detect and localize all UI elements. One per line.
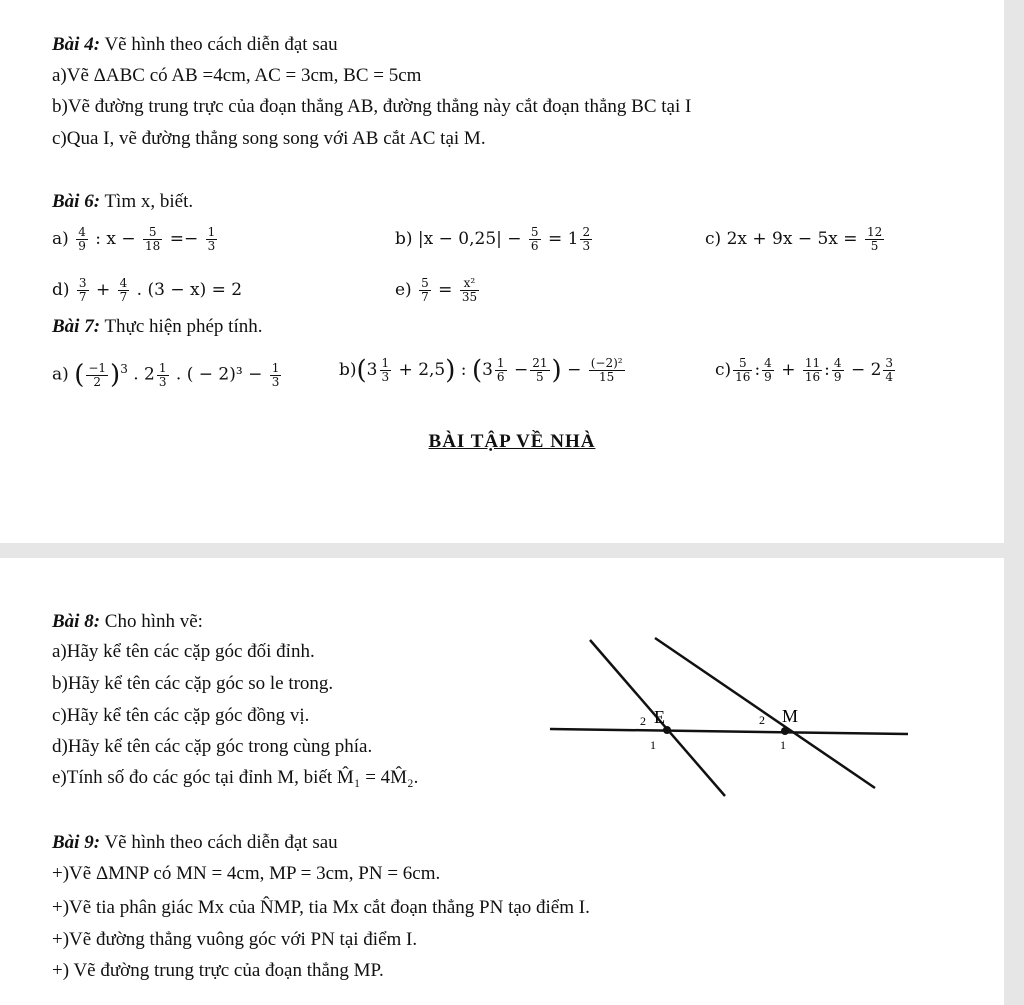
bai8-a: a)Hãy kể tên các cặp góc đối đỉnh.	[52, 641, 315, 662]
fraction: $\frac{2}{3}$	[582, 225, 591, 253]
bai6-a: a) $\frac{4}{9}$ : x − $\frac{5}{18}$ =− $\frac{1}{3}$	[52, 225, 216, 253]
bai8-title: Bài 8:	[52, 611, 101, 632]
bai7-c: c) $\frac{5}{16}$ : $\frac{4}{9}$ + $\frac{11}{16}$ : $\frac{4}{9}$ − 2 $\frac{3}{4}$	[715, 356, 894, 384]
parallel-line-2	[655, 638, 875, 788]
bai8-e: e)Tính số đo các góc tại đỉnh M, biết M̂₁ = 4M̂₂.	[52, 767, 419, 788]
bai7-a-label: a)	[52, 364, 69, 385]
bai6-title: Bài 6:	[52, 191, 101, 212]
bai8-heading	[52, 610, 203, 634]
fraction: $\frac{5}{18}$	[145, 225, 161, 253]
bai9-line-4: +) Vẽ đường trung trực của đoạn thẳng MP.	[52, 960, 384, 981]
fraction: $\frac{3}{4}$	[885, 356, 894, 384]
point-m	[781, 727, 789, 735]
fraction: $\frac{1}{3}$	[158, 360, 167, 389]
angle-e1: 1	[650, 738, 656, 752]
bai7-c-label: c)	[715, 360, 732, 380]
bai4-title: Bài 4:	[52, 34, 101, 55]
bai6-heading	[52, 190, 193, 214]
bai4-heading	[52, 33, 338, 57]
fraction: $\frac{1}{6}$	[496, 356, 505, 384]
bai8-d: d)Hãy kể tên các cặp góc trong cùng phía.	[52, 736, 373, 757]
fraction: $\frac{5}{6}$	[530, 225, 539, 253]
fraction: $\frac{\text{(−2)²}}{15}$	[590, 356, 623, 384]
fraction: $\frac{5}{7}$	[421, 276, 429, 304]
bai8-intro: Cho hình vẽ:	[104, 611, 203, 632]
bai7-b-label: b)	[339, 360, 357, 380]
fraction: $\frac{1}{3}$	[207, 225, 216, 253]
bai6-a-label: a)	[52, 229, 69, 249]
fraction: $\frac{-1}{2}$	[88, 360, 107, 389]
bai8-b: b)Hãy kể tên các cặp góc so le trong.	[52, 673, 334, 694]
fraction: $\frac{1}{3}$	[381, 356, 390, 384]
fraction: $\frac{4}{9}$	[833, 356, 842, 384]
bai4-b: b)Vẽ đường trung trực của đoạn thẳng AB, đường thẳng này cắt đoạn thẳng BC tại I	[52, 96, 692, 117]
bai7-a: a) ( $\frac{-1}{2}$ )$^3$ . 2 $\frac{1}{3}$ . ( − 2)³ − $\frac{1}{3}$	[52, 360, 280, 391]
page-2	[0, 558, 1004, 1005]
bai6-d-label: d)	[52, 280, 70, 300]
angle-m2: 2	[759, 713, 765, 727]
fraction: $\frac{12}{5}$	[866, 225, 883, 253]
bai7-intro: Thực hiện phép tính.	[104, 316, 263, 337]
bai6-intro: Tìm x, biết.	[104, 191, 194, 212]
bai6-c: c) 2x + 9x − 5x = $\frac{12}{5}$	[705, 225, 883, 253]
bai6-e-label: e)	[395, 280, 412, 300]
bai6-e: e) $\frac{5}{7}$ = $\frac{\text{x²}}{35}$	[395, 276, 478, 304]
fraction: $\frac{4}{9}$	[78, 225, 86, 253]
fraction: $\frac{3}{7}$	[78, 276, 87, 304]
angle-m1: 1	[780, 738, 786, 752]
fraction: $\frac{1}{3}$	[271, 360, 280, 389]
fraction: $\frac{\text{x²}}{35}$	[461, 276, 478, 304]
bai6-b-label: b)	[395, 229, 413, 249]
bai4-intro: Vẽ hình theo cách diễn đạt sau	[104, 34, 338, 55]
bai7-heading	[52, 315, 263, 339]
bai4-c: c)Qua I, vẽ đường thẳng song song với AB cắt AC tại M.	[52, 128, 486, 149]
bai9-intro: Vẽ hình theo cách diễn đạt sau	[104, 832, 338, 853]
label-e: E	[654, 707, 665, 727]
bai7-b: b)(3 $\frac{1}{3}$ + 2,5) : (3 $\frac{1}{6}$ − $\frac{21}{5}$ ) − $\frac{\text{(−2)²}}{15}$	[339, 355, 623, 386]
angle-e2: 2	[640, 714, 646, 728]
bai9-heading	[52, 831, 338, 855]
bai9-line-3: +)Vẽ đường thẳng vuông góc với PN tại điểm I.	[52, 929, 418, 950]
bai7-title: Bài 7:	[52, 316, 101, 337]
fraction: $\frac{5}{16}$	[735, 356, 751, 384]
bai6-b: b) |x − 0,25| − $\frac{5}{6}$ = 1 $\frac{2}{3}$	[395, 225, 591, 253]
bai6-d: d) $\frac{3}{7}$ + $\frac{4}{7}$ . (3 − x) = 2	[52, 276, 243, 304]
fraction: $\frac{4}{7}$	[119, 276, 128, 304]
bai9-line-1: +)Vẽ ΔMNP có MN = 4cm, MP = 3cm, PN = 6cm.	[52, 863, 441, 884]
bai9-title: Bài 9:	[52, 832, 101, 853]
fraction: $\frac{4}{9}$	[764, 356, 772, 384]
bai9-line-2: +)Vẽ tia phân giác Mx của N̂MP, tia Mx cắt đoạn thẳng PN tạo điểm I.	[52, 897, 590, 918]
label-m: M	[782, 706, 799, 726]
bai6-c-label: c)	[705, 229, 722, 249]
bai8-c: c)Hãy kể tên các cặp góc đồng vị.	[52, 705, 310, 726]
geometry-figure	[540, 628, 920, 808]
transversal-line	[550, 729, 908, 734]
fraction: $\frac{21}{5}$	[532, 356, 548, 384]
fraction: $\frac{11}{16}$	[804, 356, 821, 384]
point-e	[663, 726, 671, 734]
bai4-a: a)Vẽ ΔABC có AB =4cm, AC = 3cm, BC = 5cm	[52, 65, 422, 86]
homework-heading: BÀI TẬP VỀ NHÀ	[428, 431, 596, 452]
